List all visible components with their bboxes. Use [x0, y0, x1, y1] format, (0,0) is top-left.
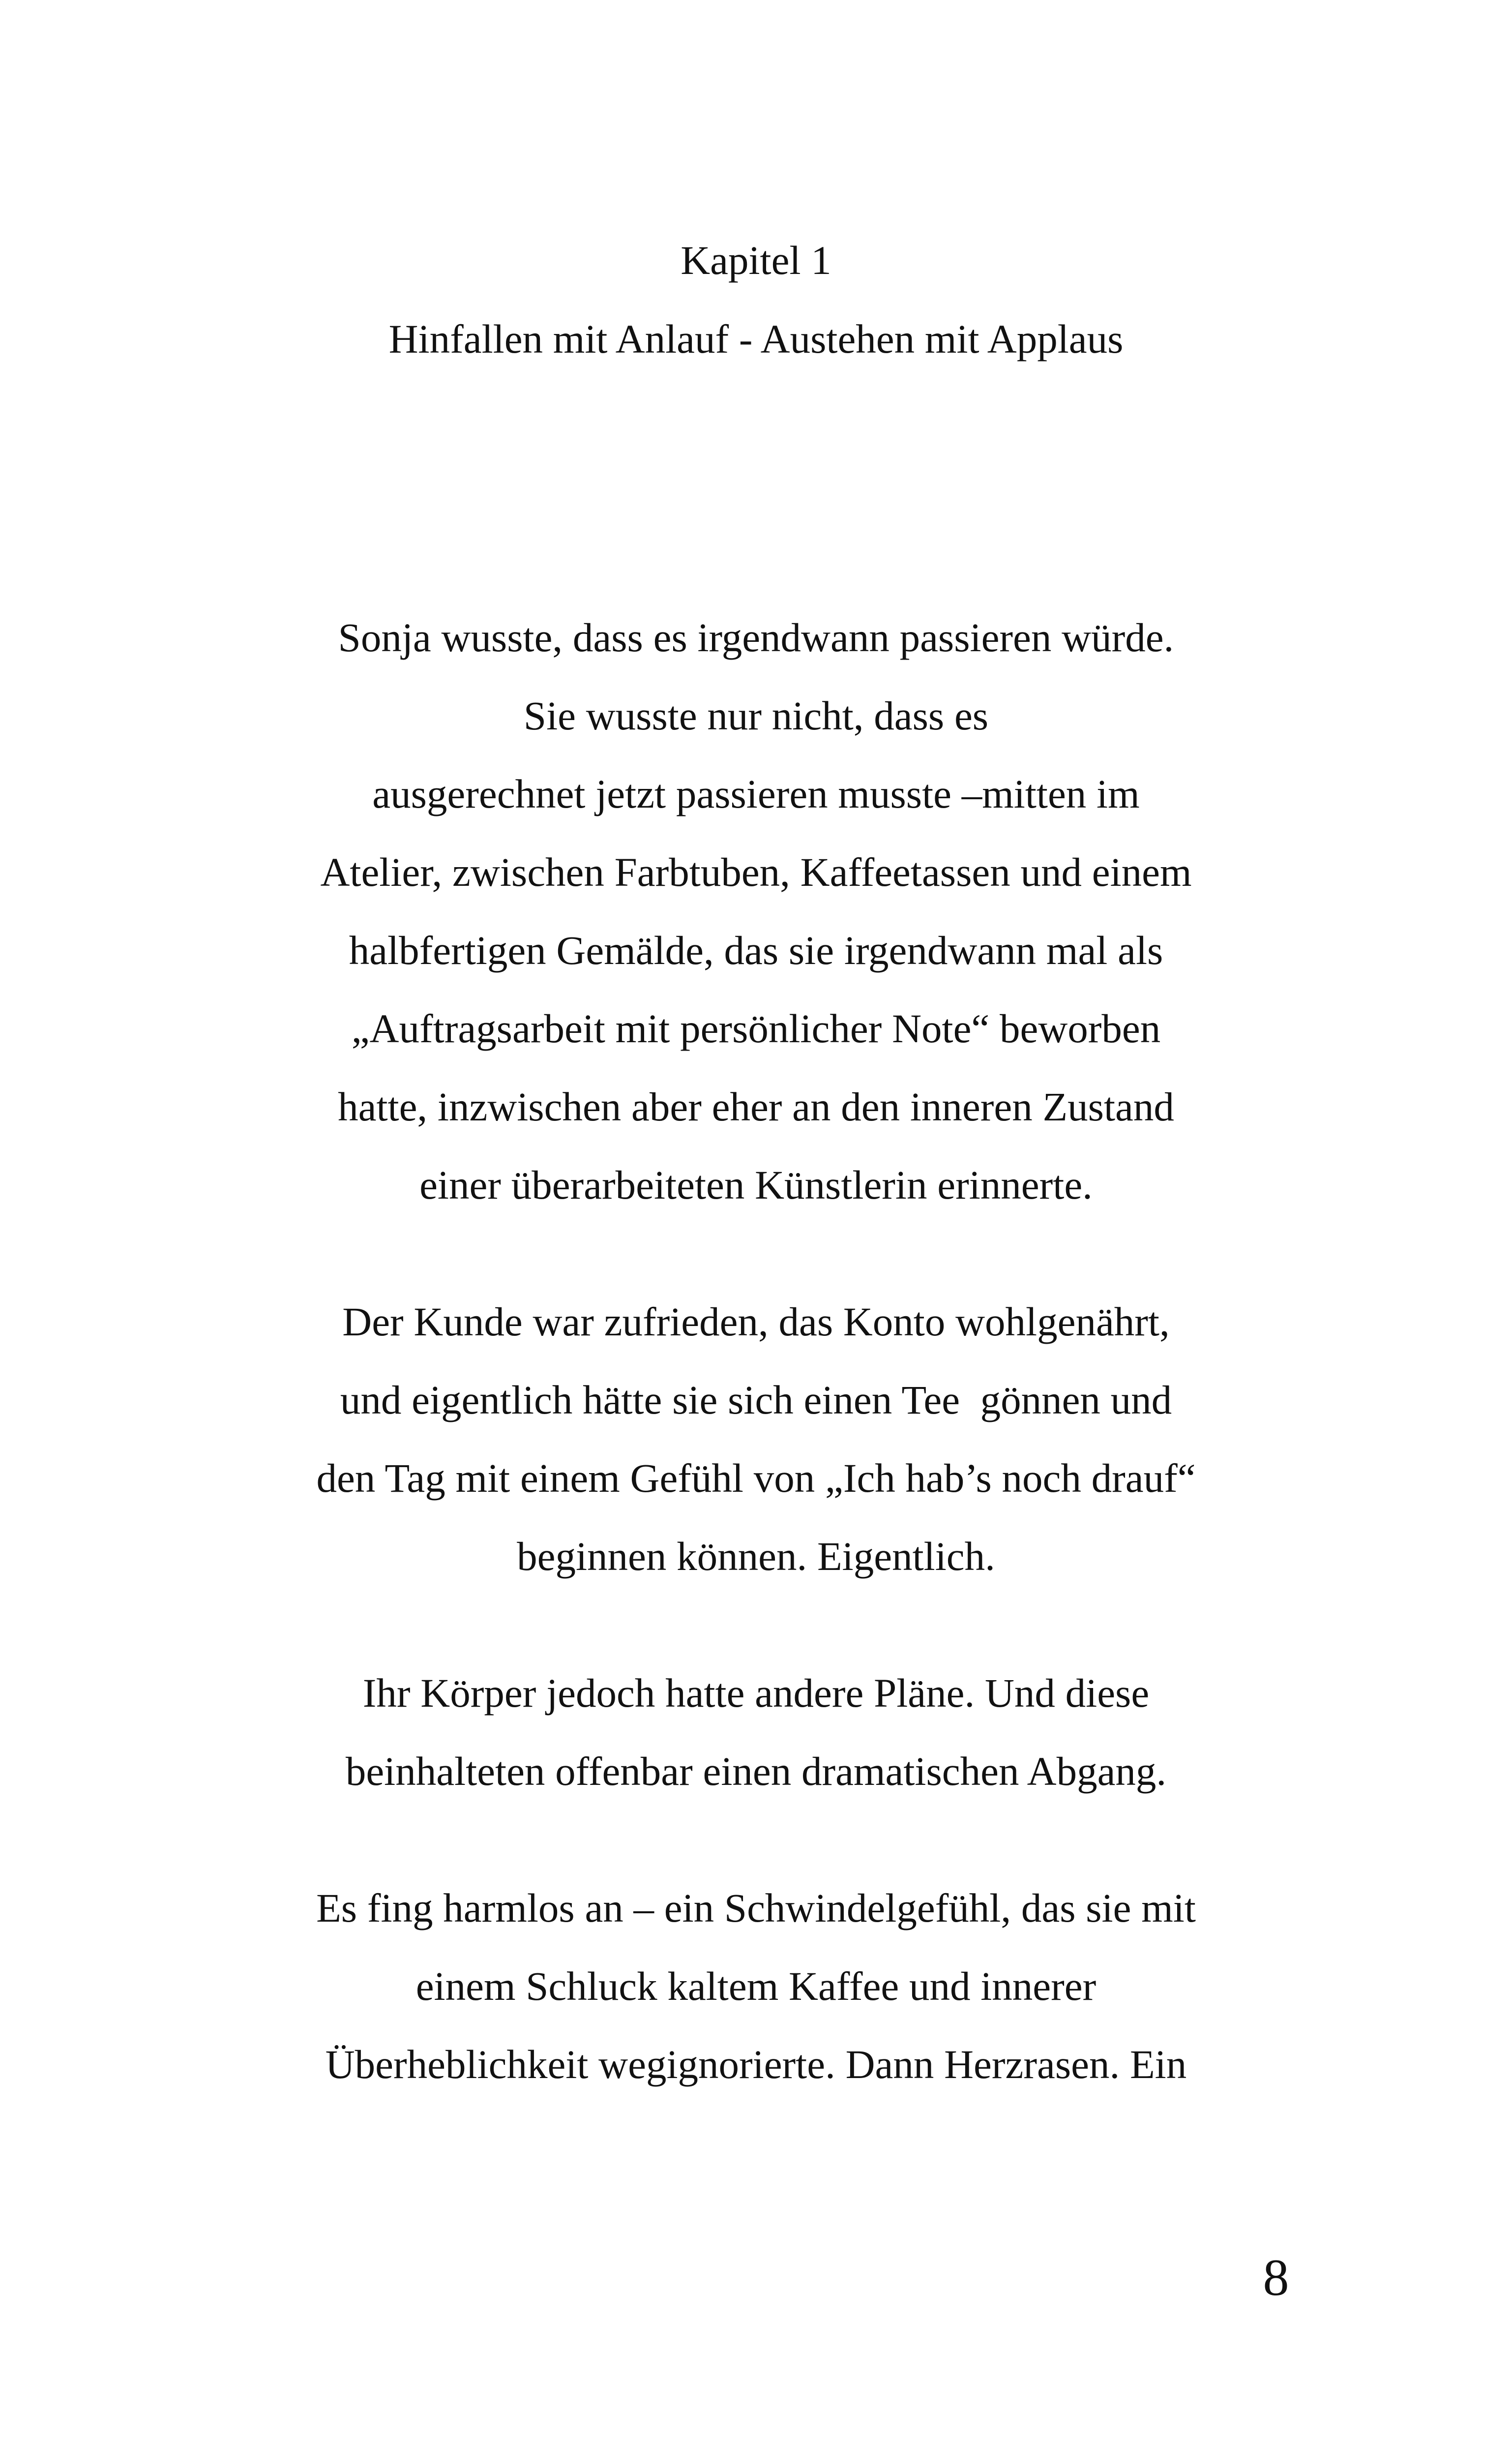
text-line: hatte, inzwischen aber eher an den inneren Zustand	[338, 1084, 1174, 1129]
text-line: ausgerechnet jetzt passieren musste –mitten im	[372, 771, 1140, 816]
text-line: Sie wusste nur nicht, dass es	[523, 693, 989, 738]
page-number: 8	[1263, 2249, 1289, 2306]
text-line: einem Schluck kaltem Kaffee und innerer	[415, 1963, 1097, 2009]
text-line: „Auftragsarbeit mit persönlicher Note“ beworben	[351, 1006, 1161, 1051]
text-line: und eigentlich hätte sie sich einen Tee gönnen und	[340, 1377, 1172, 1422]
text-line: beginnen können. Eigentlich.	[517, 1534, 995, 1579]
text-line: Der Kunde war zufrieden, das Konto wohlgenährt,	[342, 1299, 1170, 1344]
text-line: Ihr Körper jedoch hatte andere Pläne. Und diese	[362, 1670, 1150, 1716]
text-line: den Tag mit einem Gefühl von „Ich hab’s noch drauf“	[316, 1455, 1196, 1501]
text-line: beinhalteten offenbar einen dramatischen Abgang.	[345, 1749, 1167, 1794]
text-line: Atelier, zwischen Farbtuben, Kaffeetassen und einem	[320, 849, 1192, 895]
text-line: Sonja wusste, dass es irgendwann passieren würde.	[338, 615, 1174, 660]
text-line: halbfertigen Gemälde, das sie irgendwann mal als	[349, 928, 1163, 973]
text-line: Überheblichkeit wegignorierte. Dann Herzrasen. Ein	[325, 2042, 1187, 2087]
text-line: Es fing harmlos an – ein Schwindelgefühl, das sie mit	[316, 1885, 1196, 1930]
chapter-title: Hinfallen mit Anlauf - Austehen mit Applaus	[388, 316, 1124, 362]
text-line: einer überarbeiteten Künstlerin erinnerte.	[419, 1162, 1093, 1207]
chapter-number: Kapitel 1	[681, 238, 831, 283]
